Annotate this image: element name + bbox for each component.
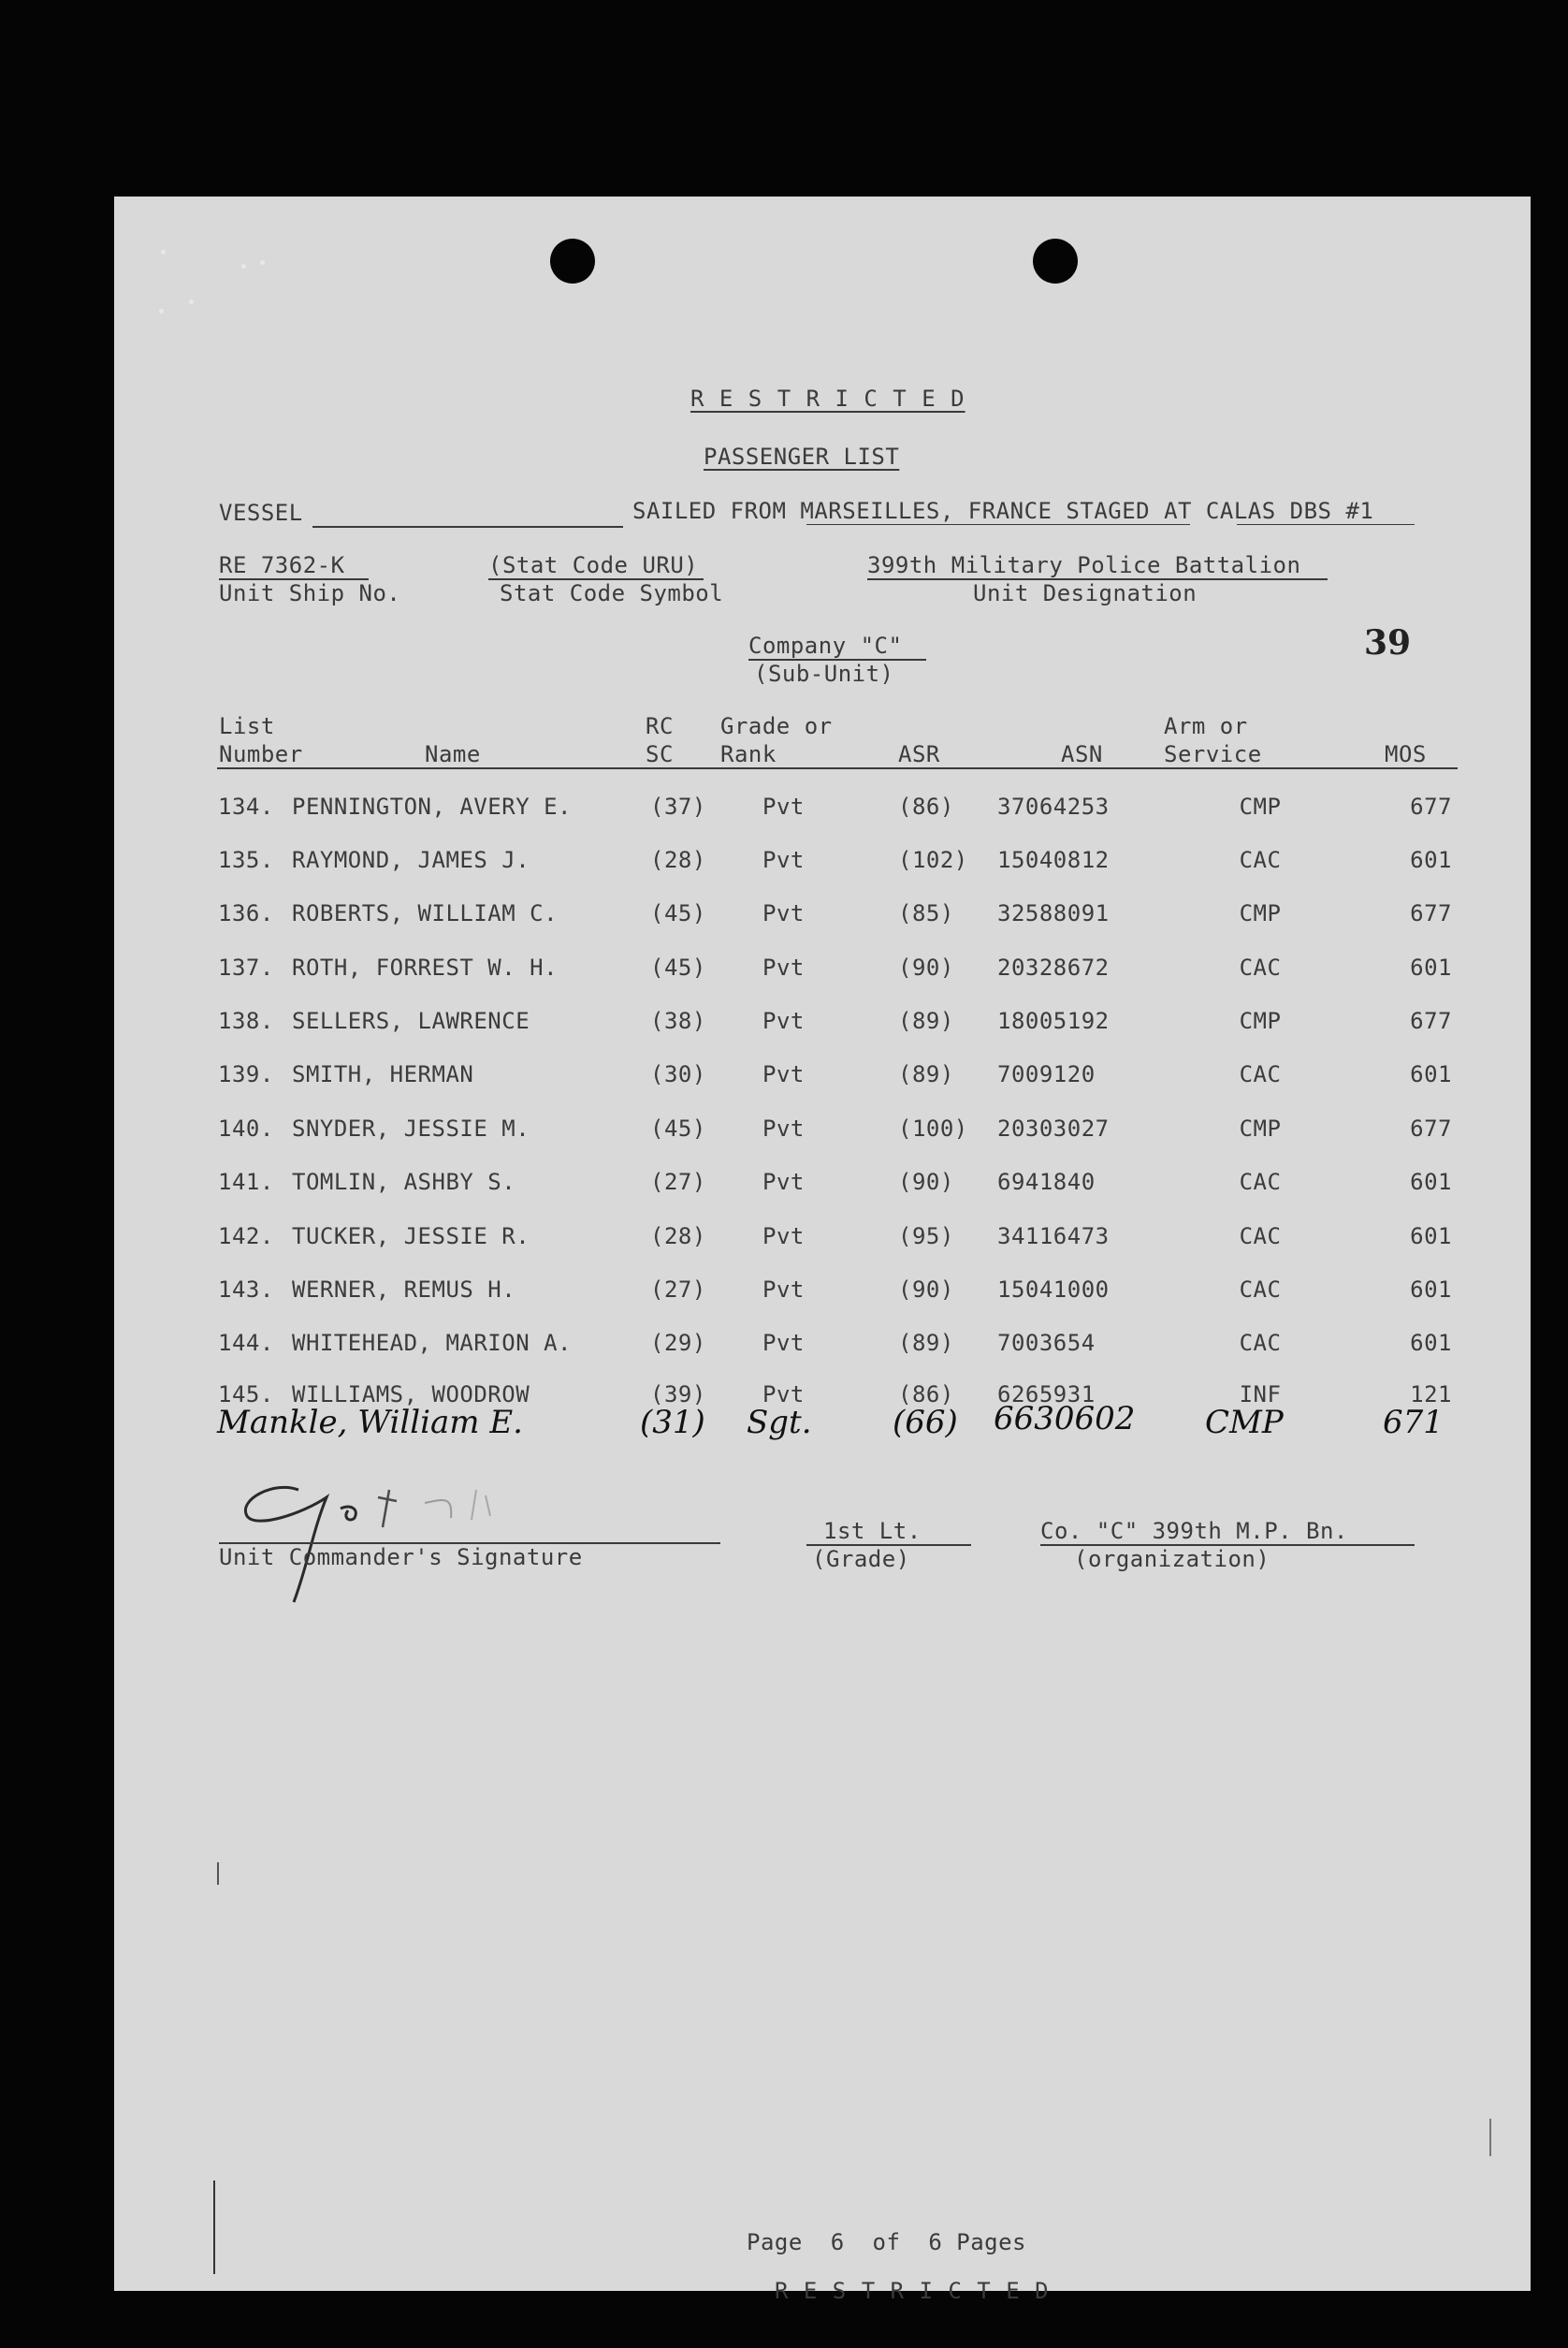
asr-cell: (89): [898, 1008, 954, 1034]
mos-cell: 601: [1410, 847, 1452, 873]
grade-label: (Grade): [812, 1546, 910, 1572]
signature-label: Unit Commander's Signature: [219, 1544, 583, 1570]
stat-code-label: Stat Code Symbol: [500, 580, 724, 606]
staged-underline: [1237, 524, 1415, 525]
mos-cell: 677: [1410, 900, 1452, 926]
asn-cell: 15040812: [997, 847, 1110, 873]
table-row: [114, 900, 1531, 938]
col-list-number-line2: Number: [219, 741, 303, 767]
rc-cell: (45): [650, 955, 706, 981]
mos-cell: 677: [1410, 794, 1452, 820]
asn-cell: 32588091: [997, 900, 1110, 926]
rc-cell: (37): [650, 794, 706, 820]
name-cell: WILLIAMS, WOODROW: [292, 1381, 530, 1407]
asn-cell: 20303027: [997, 1116, 1110, 1142]
table-row: [114, 1169, 1531, 1206]
grade-value: 1st Lt.: [823, 1518, 922, 1544]
name-cell: WERNER, REMUS H.: [292, 1276, 516, 1303]
rc-cell: (45): [650, 900, 706, 926]
col-sc: SC: [646, 741, 674, 767]
handwritten-rc: (31): [640, 1404, 705, 1441]
asn-cell: 7003654: [997, 1330, 1096, 1356]
arm-cell: CMP: [1239, 1116, 1282, 1142]
asr-cell: (86): [898, 794, 954, 820]
vessel-blank-line: [312, 526, 623, 528]
punch-hole-left: [550, 239, 595, 284]
grade-cell: Pvt: [762, 1276, 805, 1303]
asr-cell: (102): [898, 847, 968, 873]
stat-code-value: (Stat Code URU): [488, 552, 699, 578]
organization-label: (organization): [1074, 1546, 1270, 1572]
mos-cell: 601: [1410, 1061, 1452, 1087]
sailed-from-line: SAILED FROM MARSEILLES, FRANCE STAGED AT CALAS DBS #1: [632, 498, 1374, 524]
asr-cell: (89): [898, 1061, 954, 1087]
page-number: 39: [1364, 623, 1412, 663]
asn-cell: 20328672: [997, 955, 1110, 981]
margin-pen-stroke: [213, 2180, 215, 2274]
handwritten-arm: CMP: [1205, 1404, 1284, 1441]
mos-cell: 677: [1410, 1008, 1452, 1034]
asr-cell: (95): [898, 1223, 954, 1249]
list-number-cell: 139.: [218, 1061, 274, 1087]
col-list-number-line1: List: [219, 713, 275, 739]
rc-cell: (28): [650, 847, 706, 873]
restricted-heading: R E S T R I C T E D: [690, 386, 965, 412]
list-number-cell: 141.: [218, 1169, 274, 1195]
handwritten-name: Mankle, William E.: [217, 1404, 523, 1441]
col-name: Name: [425, 741, 481, 767]
punch-hole-right: [1033, 239, 1078, 284]
col-mos: MOS: [1385, 741, 1427, 767]
arm-cell: CAC: [1239, 1330, 1282, 1356]
arm-cell: INF: [1239, 1381, 1282, 1407]
name-cell: SMITH, HERMAN: [292, 1061, 474, 1087]
rc-cell: (29): [650, 1330, 706, 1356]
list-number-cell: 138.: [218, 1008, 274, 1034]
list-number-cell: 134.: [218, 794, 274, 820]
asr-cell: (90): [898, 955, 954, 981]
asn-cell: 15041000: [997, 1276, 1110, 1303]
margin-mark-right: [1489, 2119, 1491, 2156]
list-number-cell: 143.: [218, 1276, 274, 1303]
unit-ship-no-label: Unit Ship No.: [219, 580, 401, 606]
grade-cell: Pvt: [762, 1008, 805, 1034]
list-number-cell: 140.: [218, 1116, 274, 1142]
rc-cell: (28): [650, 1223, 706, 1249]
mos-cell: 601: [1410, 1169, 1452, 1195]
sub-unit-label: (Sub-Unit): [754, 661, 894, 687]
grade-cell: Pvt: [762, 794, 805, 820]
table-row: [114, 1330, 1531, 1367]
table-row: [114, 1116, 1531, 1153]
list-number-cell: 136.: [218, 900, 274, 926]
name-cell: ROTH, FORREST W. H.: [292, 955, 559, 981]
organization-value: Co. "C" 399th M.P. Bn.: [1040, 1518, 1348, 1544]
column-header-rule: [217, 767, 1458, 769]
grade-cell: Pvt: [762, 1381, 805, 1407]
grade-cell: Pvt: [762, 1330, 805, 1356]
table-row: [114, 847, 1531, 884]
handwritten-mos: 671: [1383, 1404, 1444, 1441]
mos-cell: 677: [1410, 1116, 1452, 1142]
table-row: [114, 794, 1531, 831]
page-count: Page 6 of 6 Pages: [747, 2229, 1026, 2255]
asn-cell: 6941840: [997, 1169, 1096, 1195]
rc-cell: (27): [650, 1169, 706, 1195]
rc-cell: (45): [650, 1116, 706, 1142]
col-arm-line1: Arm or: [1164, 713, 1248, 739]
mos-cell: 601: [1410, 955, 1452, 981]
name-cell: SELLERS, LAWRENCE: [292, 1008, 530, 1034]
asr-cell: (86): [898, 1381, 954, 1407]
arm-cell: CAC: [1239, 847, 1282, 873]
col-arm-line2: Service: [1164, 741, 1262, 767]
bottom-restricted: R E S T R I C T E D: [775, 2278, 1050, 2304]
commander-signature: [219, 1462, 612, 1621]
name-cell: RAYMOND, JAMES J.: [292, 847, 530, 873]
passenger-list-title: PASSENGER LIST: [704, 444, 900, 470]
arm-cell: CAC: [1239, 1223, 1282, 1249]
asr-cell: (100): [898, 1116, 968, 1142]
table-row: [114, 1276, 1531, 1314]
handwritten-asr: (66): [893, 1404, 958, 1441]
grade-cell: Pvt: [762, 1116, 805, 1142]
list-number-cell: 135.: [218, 847, 274, 873]
vessel-label: VESSEL: [219, 500, 303, 526]
arm-cell: CAC: [1239, 1169, 1282, 1195]
grade-cell: Pvt: [762, 1169, 805, 1195]
asn-cell: 34116473: [997, 1223, 1110, 1249]
handwritten-grade: Sgt.: [747, 1404, 812, 1441]
list-number-cell: 145.: [218, 1381, 274, 1407]
name-cell: TOMLIN, ASHBY S.: [292, 1169, 516, 1195]
list-number-cell: 144.: [218, 1330, 274, 1356]
asr-cell: (90): [898, 1169, 954, 1195]
col-grade-line2: Rank: [720, 741, 777, 767]
table-row: [114, 1061, 1531, 1099]
unit-designation-label: Unit Designation: [973, 580, 1198, 606]
name-cell: PENNINGTON, AVERY E.: [292, 794, 572, 820]
asn-cell: 7009120: [997, 1061, 1096, 1087]
asr-cell: (85): [898, 900, 954, 926]
list-number-cell: 137.: [218, 955, 274, 981]
sub-unit-value: Company "C": [748, 633, 903, 659]
col-rc: RC: [646, 713, 674, 739]
col-grade-line1: Grade or: [720, 713, 833, 739]
grade-cell: Pvt: [762, 1223, 805, 1249]
mos-cell: 601: [1410, 1223, 1452, 1249]
asn-cell: 37064253: [997, 794, 1110, 820]
asn-cell: 6265931: [997, 1381, 1096, 1407]
col-asr: ASR: [898, 741, 940, 767]
name-cell: TUCKER, JESSIE R.: [292, 1223, 530, 1249]
mos-cell: 601: [1410, 1330, 1452, 1356]
margin-mark: [217, 1862, 219, 1885]
rc-cell: (38): [650, 1008, 706, 1034]
asr-cell: (90): [898, 1276, 954, 1303]
arm-cell: CAC: [1239, 1276, 1282, 1303]
arm-cell: CAC: [1239, 955, 1282, 981]
arm-cell: CMP: [1239, 900, 1282, 926]
grade-cell: Pvt: [762, 847, 805, 873]
grade-cell: Pvt: [762, 955, 805, 981]
col-asn: ASN: [1061, 741, 1103, 767]
asn-cell: 18005192: [997, 1008, 1110, 1034]
table-row: [114, 955, 1531, 992]
unit-ship-no-value: RE 7362-K: [219, 552, 345, 578]
table-row: [114, 1223, 1531, 1261]
rc-cell: (39): [650, 1381, 706, 1407]
arm-cell: CMP: [1239, 794, 1282, 820]
mos-cell: 121: [1410, 1381, 1452, 1407]
mos-cell: 601: [1410, 1276, 1452, 1303]
rc-cell: (27): [650, 1276, 706, 1303]
grade-cell: Pvt: [762, 1061, 805, 1087]
unit-designation-value: 399th Military Police Battalion: [867, 552, 1301, 578]
sailed-underline: [806, 524, 1190, 525]
name-cell: SNYDER, JESSIE M.: [292, 1116, 530, 1142]
arm-cell: CMP: [1239, 1008, 1282, 1034]
rc-cell: (30): [650, 1061, 706, 1087]
list-number-cell: 142.: [218, 1223, 274, 1249]
asr-cell: (89): [898, 1330, 954, 1356]
handwritten-asn: 6630602: [994, 1400, 1136, 1437]
name-cell: ROBERTS, WILLIAM C.: [292, 900, 559, 926]
document-page: [114, 197, 1531, 2304]
table-row: [114, 1008, 1531, 1045]
name-cell: WHITEHEAD, MARION A.: [292, 1330, 572, 1356]
grade-cell: Pvt: [762, 900, 805, 926]
arm-cell: CAC: [1239, 1061, 1282, 1087]
